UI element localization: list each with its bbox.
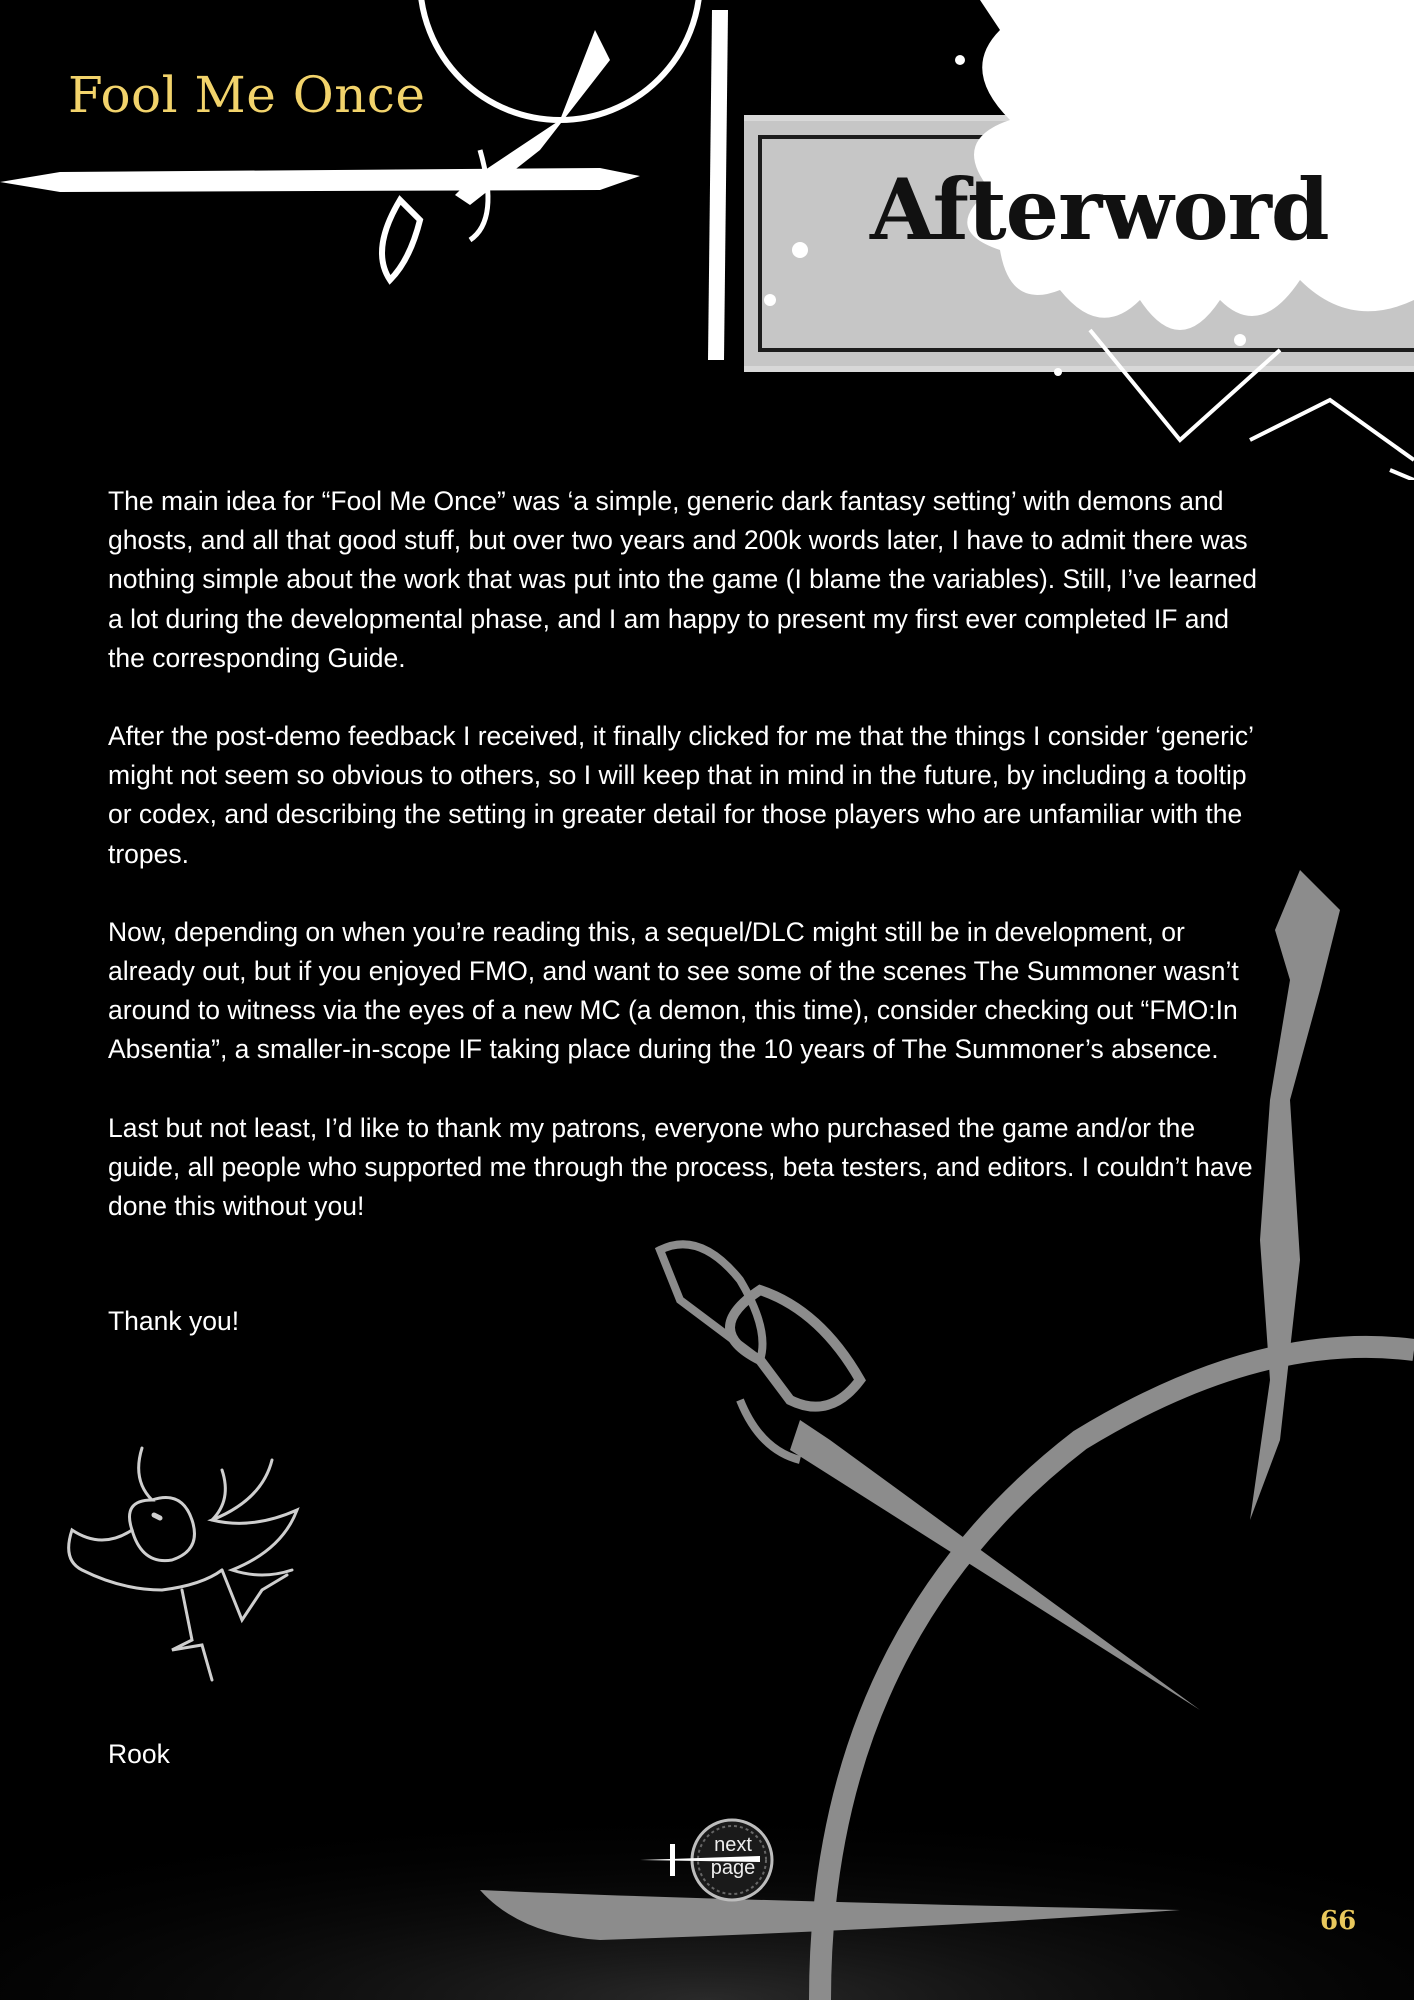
signature-drawing <box>62 1440 322 1700</box>
paragraph: After the post-demo feedback I received, it finally clicked for me that the things I consider ‘generic’ might not seem so obvious to others, so I will keep that in mind in the future, by including a tooltip or codex, and describing the setting in greater detail for those players who are unfamiliar with the tropes. <box>108 721 1253 869</box>
page-number: 66 <box>1320 1906 1357 1936</box>
next-page-label-line1: next <box>714 1834 752 1856</box>
afterword-body <box>108 482 1258 1265</box>
paragraph: The main idea for “Fool Me Once” was ‘a simple, generic dark fantasy setting’ with demons and ghosts, and all that good stuff, but over two years and 200k words later, I have to admit there was nothing simple about the work that was put into the game (I blame the variables). Still, I’ve learned a lot during the developmental phase, and I am happy to present my first ever completed IF and the corresponding Guide. <box>108 486 1257 673</box>
paragraph: Last but not least, I’d like to thank my patrons, everyone who purchased the game and/or the guide, all people who supported me through the process, beta testers, and editors. I couldn’t have done this without you! <box>108 1112 1253 1222</box>
signer-name: Rook <box>108 1739 170 1769</box>
next-page-label-line2: page <box>710 1857 756 1879</box>
paragraph: Now, depending on when you’re reading this, a sequel/DLC might still be in development, or already out, but if you enjoyed FMO, and want to see some of the scenes The Summoner wasn’t around to witness via the eyes of a new MC (a demon, this time), consider checking out “FMO:In Absentia”, a smaller-in-scope IF taking place during the 10 years of The Summoner’s absence. <box>108 916 1239 1065</box>
chapter-title: Afterword <box>870 160 1329 259</box>
signoff-text: Thank you! <box>108 1306 240 1336</box>
next-page-label[interactable] <box>703 1834 763 1880</box>
book-title: Fool Me Once <box>68 66 426 124</box>
